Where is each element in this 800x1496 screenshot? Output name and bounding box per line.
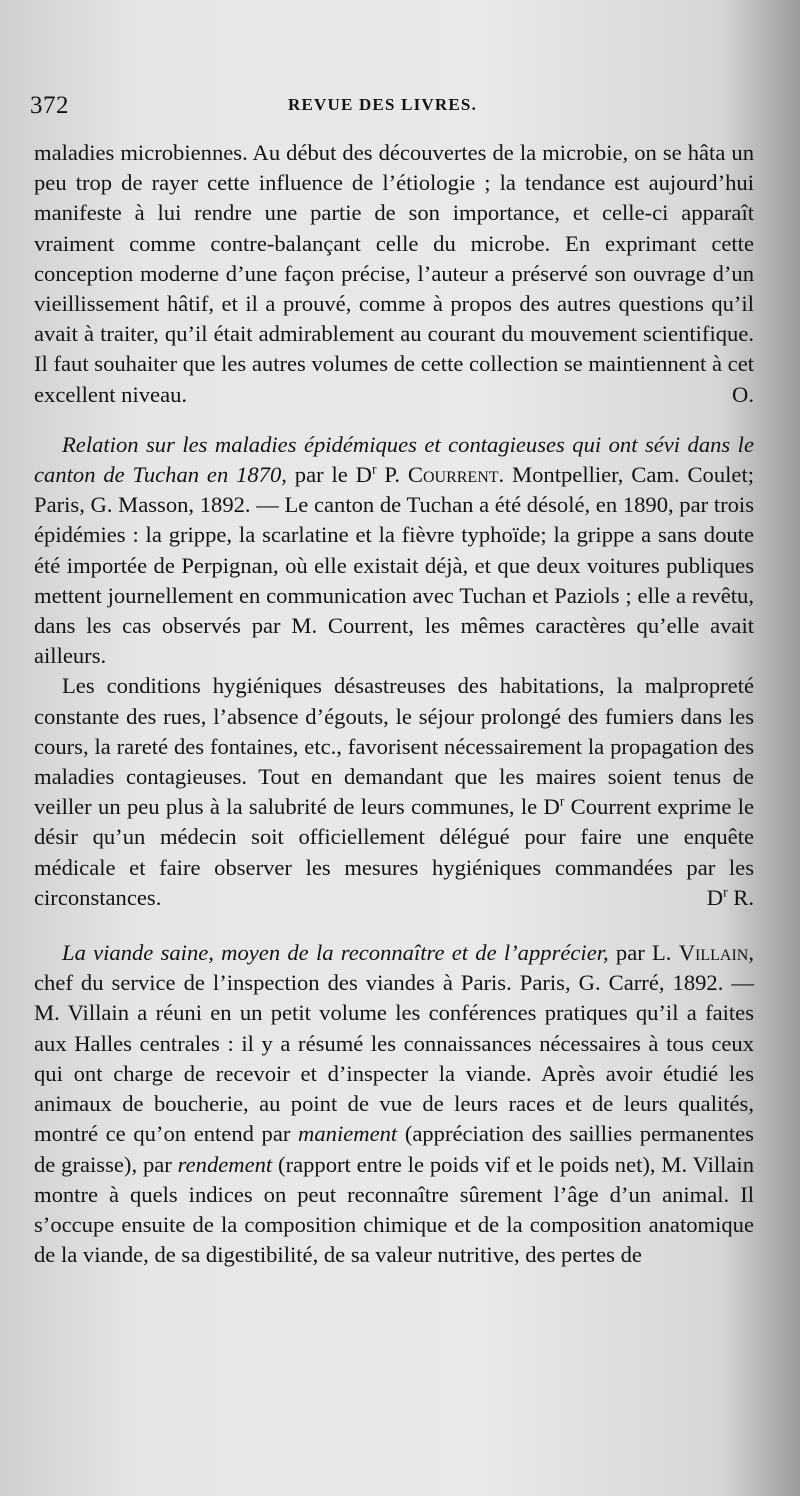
review-3-by: par L. xyxy=(608,940,679,966)
page-number: 372 xyxy=(30,92,69,119)
page-body xyxy=(34,138,754,1270)
spacer xyxy=(34,410,754,430)
review-1-signature: O. xyxy=(732,381,754,407)
review-2-author-initial: P. xyxy=(376,462,408,488)
review-3-term-maniement: maniement xyxy=(298,1121,398,1147)
review-2-paragraph-1 xyxy=(34,430,754,672)
review-1-paragraph xyxy=(34,138,754,410)
review-3-title: La viande saine, moyen de la reconnaître et de l’apprécier, xyxy=(62,940,609,966)
review-3-author-name: Villain xyxy=(678,940,749,966)
spacer xyxy=(34,913,754,938)
review-2-author-sup: r xyxy=(371,461,377,477)
review-2-signature xyxy=(679,883,754,913)
review-3-text-b: (appréciation des saillies permanentes de graisse), par xyxy=(34,1121,754,1177)
review-2-sup: r xyxy=(559,793,565,809)
review-3-term-rendement: rendement xyxy=(177,1151,273,1177)
review-1-text: maladies microbiennes. Au début des découvertes de la microbie, on se hâta un peu trop de rayer cette influence de l’étiologie ; la tendance est aujourd’hui manifeste à lui rendre une partie de son importance, et celle-ci apparaît vraiment comme contre-balançant celle du microbe. En exprimant cette conception moderne d’une façon précise, l’auteur a préservé son ouvrage d’un vieillissement hâtif, et il a prouvé, comme à propos des autres questions qu’il avait à traiter, qu’il était admirablement au courant du mouvement scientifique. Il faut souhaiter que les autres volumes de cette collection se maintiennent à cet excellent niveau. xyxy=(34,140,754,407)
review-2-text-2a: Les conditions hygiéniques désastreuses des habitations, la malpropreté constante des rues, l’absence d’égouts, le séjour prolongé des fumiers dans les cours, la rareté des fontaines, etc., favorisent nécessairement la propagation des maladies contagieuses. Tout en demandant que les maires soient tenus de veiller un peu plus à la salubrité de leurs communes, le D xyxy=(34,673,754,820)
review-2-title: Relation sur les maladies épidémiques et contagieuses qui ont sévi dans le canton de Tuchan en 1870, xyxy=(34,431,754,488)
review-2-text-2b: Courrent exprime le désir qu’un médecin soit officiellement délégué pour faire une enquête médicale et faire observer les mesures hygiéniques commandées par les circonstances. xyxy=(34,794,754,910)
review-2-signature-d: D xyxy=(706,884,724,910)
review-3-paragraph xyxy=(34,938,754,1270)
review-2-paragraph-2 xyxy=(34,671,754,913)
review-2-author-name: Courrent xyxy=(407,462,499,488)
review-3-text-a: , chef du service de l’inspection des viandes à Paris. Paris, G. Carré, 1892. — M. Villain a réuni en un petit volume les conférences pratiques qu’il a faites aux Halles centrales : il y a résumé les connaissances nécessaires à tous ceux qui ont charge de recevoir et d’inspecter la viande. Après avoir étudié les animaux de boucherie, au point de vue de leurs races et de leurs qualités, montré ce qu’on entend par xyxy=(34,940,754,1147)
review-2-text: — Le canton de Tuchan a été désolé, en 1890, par trois épidémies : la grippe, la scarlatine et la fièvre typhoïde; la grippe a sans doute été importée de Perpignan, où elle existait déjà, et que deux voitures publiques mettent journellement en communication avec Tuchan et Paziols ; elle a revêtu, dans les cas observés par M. Courrent, les mêmes caractères qu’elle avait ailleurs. xyxy=(34,492,754,669)
review-3-text-c: (rapport entre le poids vif et le poids net), M. Villain montre à quels indices on peut reconnaître sûrement l’âge d’un animal. Il s’occupe ensuite de la composition chimique et de la composition anatomique de la viande, de sa digestibilité, de sa valeur nutritive, des pertes de xyxy=(34,1151,754,1268)
page-header xyxy=(30,92,750,122)
review-2-signature-r: R. xyxy=(727,884,754,910)
running-head: REVUE DES LIVRES. xyxy=(288,95,478,114)
review-2-author-prefix: par le D xyxy=(286,462,372,488)
review-2-publisher: . Montpellier, Cam. Coulet; Paris, G. Masson, 1892. xyxy=(34,462,754,518)
review-2-signature-sup: r xyxy=(723,884,728,900)
